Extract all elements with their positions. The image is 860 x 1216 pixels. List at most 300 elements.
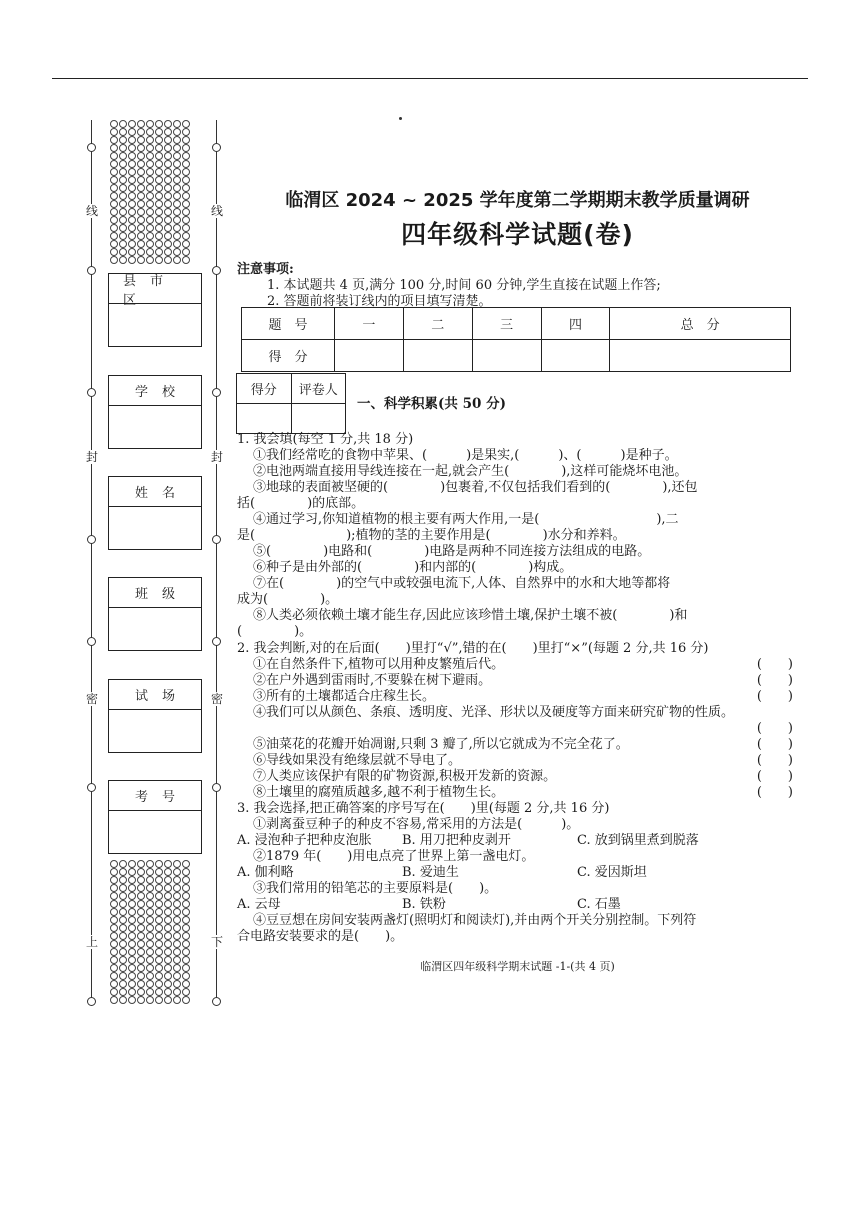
perforation-dot (173, 964, 181, 972)
perforation-dot (155, 940, 163, 948)
perforation-dot (164, 876, 172, 884)
perforation-dot (164, 956, 172, 964)
perforation-dot (119, 208, 127, 216)
perforation-dot (164, 916, 172, 924)
perforation-dot (137, 940, 145, 948)
perforation-dot (164, 988, 172, 996)
perforation-dot (155, 892, 163, 900)
score-table-header-row (242, 308, 791, 340)
perforation-dot (182, 128, 190, 136)
notes-heading: 注意事项: (237, 262, 294, 277)
perforation-dot (182, 160, 190, 168)
perforation-dot (155, 168, 163, 176)
perforation-dot (173, 208, 181, 216)
perforation-dot (164, 932, 172, 940)
perforation-dot (182, 152, 190, 160)
perforation-dot (110, 868, 118, 876)
binding-char-left-2: 封 (85, 450, 98, 464)
question-line: 括( )的底部。 (237, 496, 365, 511)
answer-paren[interactable]: ( ) (756, 689, 793, 704)
perforation-dot (146, 216, 154, 224)
perforation-dot (173, 240, 181, 248)
perforation-dot (146, 160, 154, 168)
perforation-dot (182, 256, 190, 264)
perforation-dot (155, 884, 163, 892)
perforation-dot (128, 948, 136, 956)
perforation-dot (137, 900, 145, 908)
perforation-dot (128, 972, 136, 980)
perforation-dot (128, 996, 136, 1004)
perforation-dot (173, 200, 181, 208)
perforation-dot (182, 240, 190, 248)
perforation-dot (173, 948, 181, 956)
perforation-dot (173, 892, 181, 900)
perforation-dot (137, 972, 145, 980)
judge-item (237, 785, 795, 801)
perforation-dot (146, 200, 154, 208)
perforation-dot (164, 144, 172, 152)
grader-name-cell[interactable] (291, 404, 346, 434)
question-title: 3. 我会选择,把正确答案的序号写在( )里(每题 2 分,共 16 分) (237, 801, 610, 816)
perforation-dot (164, 168, 172, 176)
choice-option-a: A. 浸泡种子把种皮泡胀 (237, 833, 372, 848)
perforation-dot (137, 860, 145, 868)
perforation-dot (173, 908, 181, 916)
perforation-dot (155, 868, 163, 876)
perforation-dot (182, 972, 190, 980)
grader-score-cell[interactable] (237, 404, 292, 434)
perforation-dot (182, 988, 190, 996)
judge-item (237, 657, 795, 673)
perforation-dot (173, 184, 181, 192)
perforation-dot (119, 876, 127, 884)
perforation-dot (110, 128, 118, 136)
perforation-dot (137, 184, 145, 192)
judge-text: ①在自然条件下,植物可以用种皮繁殖后代。 (253, 657, 505, 672)
perforation-dot (119, 168, 127, 176)
perforation-dot (119, 860, 127, 868)
perforation-dot (155, 948, 163, 956)
perforation-dot (137, 884, 145, 892)
perforation-dot (146, 948, 154, 956)
perforation-dot (146, 184, 154, 192)
perforation-dot (182, 176, 190, 184)
perforation-dot (128, 120, 136, 128)
perforation-dot (146, 120, 154, 128)
perforation-dot (110, 980, 118, 988)
perforation-dot (182, 136, 190, 144)
perforation-dot (119, 988, 127, 996)
perforation-dot (173, 860, 181, 868)
perforation-dot (119, 972, 127, 980)
perforation-dot (182, 884, 190, 892)
question-line: ( )。 (237, 624, 313, 639)
judge-item (237, 753, 795, 769)
perforation-dot (146, 176, 154, 184)
perforation-dot (164, 208, 172, 216)
perforation-dot (119, 956, 127, 964)
info-box-label: 县市区 (109, 274, 201, 304)
perforation-dot (164, 860, 172, 868)
perforation-dot (146, 256, 154, 264)
perforation-dot (137, 136, 145, 144)
perforation-dot (119, 932, 127, 940)
perforation-dot (110, 240, 118, 248)
judge-text: ⑦人类应该保护有限的矿物资源,积极开发新的资源。 (253, 769, 557, 784)
perforation-dot (173, 256, 181, 264)
info-box-name[interactable] (108, 476, 202, 550)
score-cell[interactable] (541, 340, 610, 372)
perforation-dot (128, 980, 136, 988)
perforation-dot (137, 200, 145, 208)
perforation-dot (137, 980, 145, 988)
perforation-dot (173, 884, 181, 892)
perforation-dot (164, 948, 172, 956)
info-box-class[interactable] (108, 577, 202, 651)
binding-char-right-1: 线 (210, 204, 223, 218)
choice-question: ①剥离蚕豆种子的种皮不容易,常采用的方法是( )。 (253, 817, 580, 832)
perforation-dot (155, 184, 163, 192)
perforation-dot (164, 892, 172, 900)
perforation-dot (182, 900, 190, 908)
answer-paren[interactable]: ( ) (756, 721, 793, 736)
perforation-dot (182, 996, 190, 1004)
perforation-dot (128, 208, 136, 216)
choice-option-c: C. 石墨 (577, 897, 621, 912)
perforation-dot (155, 176, 163, 184)
top-rule (52, 78, 808, 79)
perforation-dot (137, 996, 145, 1004)
choice-question: ②1879 年( )用电点亮了世界上第一盏电灯。 (253, 849, 535, 864)
score-table-score-row (242, 340, 791, 372)
perforation-dot (137, 120, 145, 128)
perforation-dot (182, 248, 190, 256)
perforation-dot (173, 232, 181, 240)
score-header-cell: 二 (403, 308, 472, 340)
perforation-dot (110, 184, 118, 192)
perforation-dot (128, 860, 136, 868)
perforation-dot (110, 940, 118, 948)
perforation-dot (173, 160, 181, 168)
score-cell[interactable] (335, 340, 404, 372)
question-line: ①我们经常吃的食物中苹果、( )是果实,( )、( )是种子。 (253, 448, 678, 463)
perforation-dot (173, 916, 181, 924)
perforation-dot (155, 860, 163, 868)
question-title: 2. 我会判断,对的在后面( )里打“√”,错的在( )里打“×”(每题 2 分,共 16 分) (237, 641, 709, 656)
perforation-dot (155, 224, 163, 232)
perforation-dot (137, 128, 145, 136)
perforation-dot (164, 240, 172, 248)
score-cell[interactable] (472, 340, 541, 372)
perforation-dot (137, 868, 145, 876)
perforation-dot (110, 972, 118, 980)
perforation-dot (164, 924, 172, 932)
question-line: 是( );植物的茎的主要作用是( )水分和养料。 (237, 528, 626, 543)
perforation-dot (146, 988, 154, 996)
perforation-dot (164, 972, 172, 980)
score-row-label: 得 分 (242, 340, 335, 372)
perforation-dot (128, 248, 136, 256)
perforation-dot (110, 988, 118, 996)
choice-options (237, 865, 795, 881)
perforation-dot (155, 876, 163, 884)
perforation-dot (182, 200, 190, 208)
perforation-dot (155, 120, 163, 128)
perforation-dot (155, 160, 163, 168)
perforation-dot (119, 136, 127, 144)
perforation-dot (119, 980, 127, 988)
answer-paren[interactable]: ( ) (756, 673, 793, 688)
info-box-label: 班级 (109, 578, 201, 608)
perforation-dot (155, 980, 163, 988)
perforation-dot (164, 192, 172, 200)
perforation-dot (110, 932, 118, 940)
perforation-dot (128, 184, 136, 192)
perforation-dot (182, 964, 190, 972)
perforation-dot (182, 956, 190, 964)
score-header-cell: 总 分 (610, 308, 791, 340)
right-binding-line (216, 120, 217, 1005)
perforation-dot (146, 868, 154, 876)
perforation-dot (164, 908, 172, 916)
perforation-dot (146, 168, 154, 176)
perforation-dot (173, 144, 181, 152)
perforation-dot (146, 224, 154, 232)
perforation-dot (137, 144, 145, 152)
perforation-dot (119, 900, 127, 908)
perforation-dot (110, 908, 118, 916)
perforation-dot (182, 940, 190, 948)
grader-table (236, 373, 346, 434)
perforation-dot (182, 192, 190, 200)
answer-paren[interactable]: ( ) (756, 785, 793, 800)
judge-item (237, 689, 795, 705)
perforation-dot (173, 900, 181, 908)
perforation-dot (110, 232, 118, 240)
perforation-dot (155, 248, 163, 256)
info-box-exam-number[interactable] (108, 780, 202, 854)
perforation-dot (119, 892, 127, 900)
perforation-dot (128, 956, 136, 964)
perforation-dot (173, 972, 181, 980)
info-box-school[interactable] (108, 375, 202, 449)
perforation-dot (173, 248, 181, 256)
perforation-dot (128, 160, 136, 168)
perforation-dot (173, 136, 181, 144)
binding-char-right-4: 下 (210, 935, 223, 949)
question-title: 1. 我会填(每空 1 分,共 18 分) (237, 432, 414, 447)
perforation-dot (155, 932, 163, 940)
perforation-dot (182, 908, 190, 916)
perforation-dot (155, 192, 163, 200)
perforation-dot (155, 128, 163, 136)
perforation-dot (173, 192, 181, 200)
perforation-dot (119, 224, 127, 232)
choice-question: ④豆豆想在房间安装两盏灯(照明灯和阅读灯),并由两个开关分别控制。下列符 (253, 913, 697, 928)
choice-question: ③我们常用的铅笔芯的主要原料是( )。 (253, 881, 498, 896)
perforation-dot (128, 144, 136, 152)
answer-paren[interactable]: ( ) (756, 769, 793, 784)
perforation-dot (110, 152, 118, 160)
question-line: ⑧人类必须依赖土壤才能生存,因此应该珍惜土壤,保护土壤不被( )和 (253, 608, 688, 623)
perforation-dot (182, 860, 190, 868)
perforation-dot (146, 924, 154, 932)
perforation-dot (164, 224, 172, 232)
exam-title: 临渭区 2024 ~ 2025 学年度第二学期期末教学质量调研 (285, 190, 750, 211)
perforation-dot (119, 152, 127, 160)
perforation-dot (110, 200, 118, 208)
perforation-dot (128, 192, 136, 200)
question-line: ③地球的表面被坚硬的( )包裹着,不仅包括我们看到的( ),还包 (253, 480, 698, 495)
perforation-dot (119, 120, 127, 128)
perforation-dot (155, 232, 163, 240)
answer-paren[interactable]: ( ) (756, 657, 793, 672)
perforation-dot (128, 168, 136, 176)
perforation-dot (128, 908, 136, 916)
perforation-dot (110, 876, 118, 884)
question-line: ⑦在( )的空气中或较强电流下,人体、自然界中的水和大地等都将 (253, 576, 671, 591)
perforation-dot (164, 232, 172, 240)
choice-options (237, 833, 795, 849)
perforation-dot (137, 216, 145, 224)
perforation-dot (110, 176, 118, 184)
perforation-dot (137, 908, 145, 916)
perforation-dot (182, 208, 190, 216)
perforation-dot (128, 176, 136, 184)
left-binding-line (91, 120, 92, 1005)
choice-option-b: B. 爱迪生 (402, 865, 459, 880)
perforation-dot (173, 120, 181, 128)
perforation-dot (182, 120, 190, 128)
perforation-dot (155, 152, 163, 160)
perforation-dot (128, 152, 136, 160)
perforation-dot (137, 240, 145, 248)
perforation-dot (155, 988, 163, 996)
perforation-dot (110, 900, 118, 908)
info-box-label: 考号 (109, 781, 201, 811)
perforation-dot (128, 964, 136, 972)
perforation-dot (164, 980, 172, 988)
perforation-dot (146, 860, 154, 868)
perforation-dot (146, 876, 154, 884)
perforation-dot (119, 200, 127, 208)
perforation-dot (119, 248, 127, 256)
binding-char-right-3: 密 (210, 692, 223, 706)
perforation-dot (173, 996, 181, 1004)
judge-text: ⑧土壤里的腐殖质越多,越不利于植物生长。 (253, 785, 505, 800)
choice-option-b: B. 铁粉 (402, 897, 446, 912)
info-box-exam-room[interactable] (108, 679, 202, 753)
question-line: ②电池两端直接用导线连接在一起,就会产生( ),这样可能烧坏电池。 (253, 464, 688, 479)
perforation-dot (128, 932, 136, 940)
perforation-dot (164, 184, 172, 192)
perforation-dot (155, 256, 163, 264)
perforation-dot (164, 868, 172, 876)
notes-item: 2. 答题前将装订线内的项目填写清楚。 (267, 294, 492, 309)
notes-item: 1. 本试题共 4 页,满分 100 分,时间 60 分钟,学生直接在试题上作答; (267, 278, 661, 293)
perforation-dot (182, 144, 190, 152)
score-table (241, 307, 791, 372)
answer-paren[interactable]: ( ) (756, 737, 793, 752)
score-header-cell: 一 (335, 308, 404, 340)
perforation-dot (119, 940, 127, 948)
perforation-dot (128, 988, 136, 996)
perforation-dot (137, 956, 145, 964)
perforation-dot (128, 136, 136, 144)
info-box-district[interactable] (108, 273, 202, 347)
perforation-dot (110, 248, 118, 256)
perforation-dot (128, 916, 136, 924)
perforation-dot (110, 964, 118, 972)
binding-char-left-3: 密 (85, 692, 98, 706)
perforation-dot (173, 876, 181, 884)
choice-option-c: C. 爱因斯坦 (577, 865, 647, 880)
perforation-dot (182, 876, 190, 884)
perforation-dot (182, 924, 190, 932)
score-header-cell: 题 号 (242, 308, 335, 340)
perforation-dot (119, 176, 127, 184)
perforation-dot (128, 216, 136, 224)
perforation-dot (155, 972, 163, 980)
perforation-dot (182, 216, 190, 224)
perforation-dot (119, 184, 127, 192)
perforation-dot (119, 128, 127, 136)
perforation-dot (173, 152, 181, 160)
perforation-dot (155, 200, 163, 208)
perforation-dot (146, 916, 154, 924)
judge-text: ③所有的土壤都适合庄稼生长。 (253, 689, 436, 704)
answer-paren[interactable]: ( ) (756, 753, 793, 768)
judge-item (237, 769, 795, 785)
perforation-dot (110, 256, 118, 264)
perforation-dot (137, 924, 145, 932)
perforation-dot (137, 160, 145, 168)
section-heading: 一、科学积累(共 50 分) (357, 396, 506, 412)
score-cell[interactable] (403, 340, 472, 372)
perforation-dot (110, 168, 118, 176)
perforation-dot (146, 892, 154, 900)
perforation-dot (119, 232, 127, 240)
score-header-cell: 三 (472, 308, 541, 340)
perforation-dot (110, 136, 118, 144)
perforation-dot (164, 120, 172, 128)
perforation-dot (155, 240, 163, 248)
score-cell[interactable] (610, 340, 791, 372)
perforation-dot (110, 160, 118, 168)
perforation-dot (128, 900, 136, 908)
perforation-dot (164, 128, 172, 136)
perforation-dot (119, 948, 127, 956)
question-line: 成为( )。 (237, 592, 339, 607)
perforation-dot (119, 240, 127, 248)
perforation-dot (146, 956, 154, 964)
question-line: ⑥种子是由外部的( )和内部的( )构成。 (253, 560, 573, 575)
perforation-dot (146, 932, 154, 940)
choice-options (237, 897, 795, 913)
perforation-dot (173, 128, 181, 136)
perforation-dot (137, 208, 145, 216)
choice-option-c: C. 放到锅里煮到脱落 (577, 833, 699, 848)
perforation-dot (182, 184, 190, 192)
perforation-dot (146, 964, 154, 972)
perforation-dot (128, 240, 136, 248)
perforation-dot (128, 876, 136, 884)
perforation-dot (146, 144, 154, 152)
perforation-dot (155, 144, 163, 152)
exam-subtitle: 四年级科学试题(卷) (401, 220, 634, 249)
grader-score-label: 得分 (237, 374, 292, 404)
perforation-dot (155, 956, 163, 964)
